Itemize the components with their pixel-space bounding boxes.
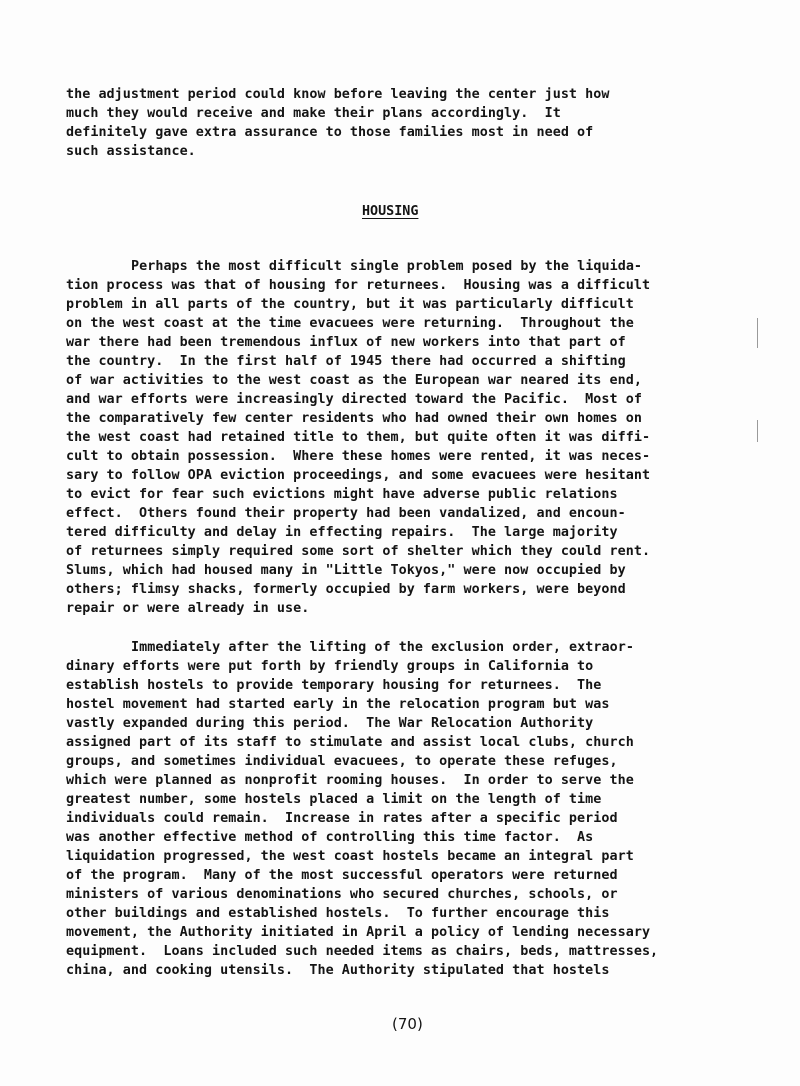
paragraph-2-line-18: china, and cooking utensils. The Authority stipulated that hostels (66, 963, 610, 978)
paragraph-2-line-6: assigned part of its staff to stimulate and assist local clubs, church (66, 735, 634, 750)
paragraph-2-line-13: of the program. Many of the most successful operators were returned (66, 868, 618, 883)
paragraph-2-line-17: equipment. Loans included such needed items as chairs, beds, mattresses, (66, 944, 659, 959)
paragraph-1-line-19: repair or were already in use. (66, 601, 310, 616)
opening-line-1: the adjustment period could know before leaving the center just how (66, 87, 610, 102)
paragraph-2-line-4: hostel movement had started early in the relocation program but was (66, 697, 610, 712)
page-number: (70) (392, 1015, 423, 1033)
scan-margin-mark (757, 420, 758, 442)
opening-line-2: much they would receive and make their plans accordingly. It (66, 106, 561, 121)
paragraph-2-line-1: Immediately after the lifting of the exclusion order, extraor- (131, 640, 634, 655)
paragraph-1-line-18: others; flimsy shacks, formerly occupied by farm workers, were beyond (66, 582, 626, 597)
paragraph-1-line-15: tered difficulty and delay in effecting repairs. The large majority (66, 525, 618, 540)
paragraph-1-line-14: effect. Others found their property had been vandalized, and encoun- (66, 506, 626, 521)
paragraph-2-line-3: establish hostels to provide temporary housing for returnees. The (66, 678, 602, 693)
paragraph-2-line-9: greatest number, some hostels placed a limit on the length of time (66, 792, 602, 807)
paragraph-1-line-2: tion process was that of housing for returnees. Housing was a difficult (66, 278, 651, 293)
paragraph-1-line-11: cult to obtain possession. Where these homes were rented, it was neces- (66, 449, 651, 464)
paragraph-2-line-15: other buildings and established hostels. To further encourage this (66, 906, 610, 921)
paragraph-1-line-16: of returnees simply required some sort of shelter which they could rent. (66, 544, 651, 559)
paragraph-1-line-8: and war efforts were increasingly directed toward the Pacific. Most of (66, 392, 642, 407)
paragraph-1-line-9: the comparatively few center residents who had owned their own homes on (66, 411, 642, 426)
paragraph-1-line-7: of war activities to the west coast as the European war neared its end, (66, 373, 642, 388)
opening-line-3: definitely gave extra assurance to those families most in need of (66, 125, 594, 140)
paragraph-2-line-12: liquidation progressed, the west coast hostels became an integral part (66, 849, 634, 864)
scan-margin-mark (757, 318, 758, 348)
paragraph-1-line-1: Perhaps the most difficult single problem posed by the liquida- (131, 259, 643, 274)
opening-line-4: such assistance. (66, 144, 196, 159)
paragraph-2-line-14: ministers of various denominations who secured churches, schools, or (66, 887, 618, 902)
paragraph-2-line-16: movement, the Authority initiated in April a policy of lending necessary (66, 925, 651, 940)
section-heading: HOUSING (362, 204, 419, 219)
paragraph-1-line-3: problem in all parts of the country, but it was particularly difficult (66, 297, 634, 312)
paragraph-1-line-4: on the west coast at the time evacuees were returning. Throughout the (66, 316, 634, 331)
paragraph-2-line-10: individuals could remain. Increase in rates after a specific period (66, 811, 618, 826)
paragraph-2-line-2: dinary efforts were put forth by friendly groups in California to (66, 659, 594, 674)
paragraph-2-line-8: which were planned as nonprofit rooming houses. In order to serve the (66, 773, 634, 788)
paragraph-1-line-10: the west coast had retained title to them, but quite often it was diffi- (66, 430, 651, 445)
paragraph-1-line-17: Slums, which had housed many in "Little Tokyos," were now occupied by (66, 563, 626, 578)
paragraph-1-line-12: sary to follow OPA eviction proceedings, and some evacuees were hesitant (66, 468, 651, 483)
paragraph-1-line-13: to evict for fear such evictions might have adverse public relations (66, 487, 618, 502)
paragraph-2-line-7: groups, and sometimes individual evacuees, to operate these refuges, (66, 754, 618, 769)
paragraph-2-line-5: vastly expanded during this period. The War Relocation Authority (66, 716, 594, 731)
paragraph-1-line-6: the country. In the first half of 1945 there had occurred a shifting (66, 354, 626, 369)
paragraph-2-line-11: was another effective method of controlling this time factor. As (66, 830, 594, 845)
paragraph-1-line-5: war there had been tremendous influx of new workers into that part of (66, 335, 626, 350)
